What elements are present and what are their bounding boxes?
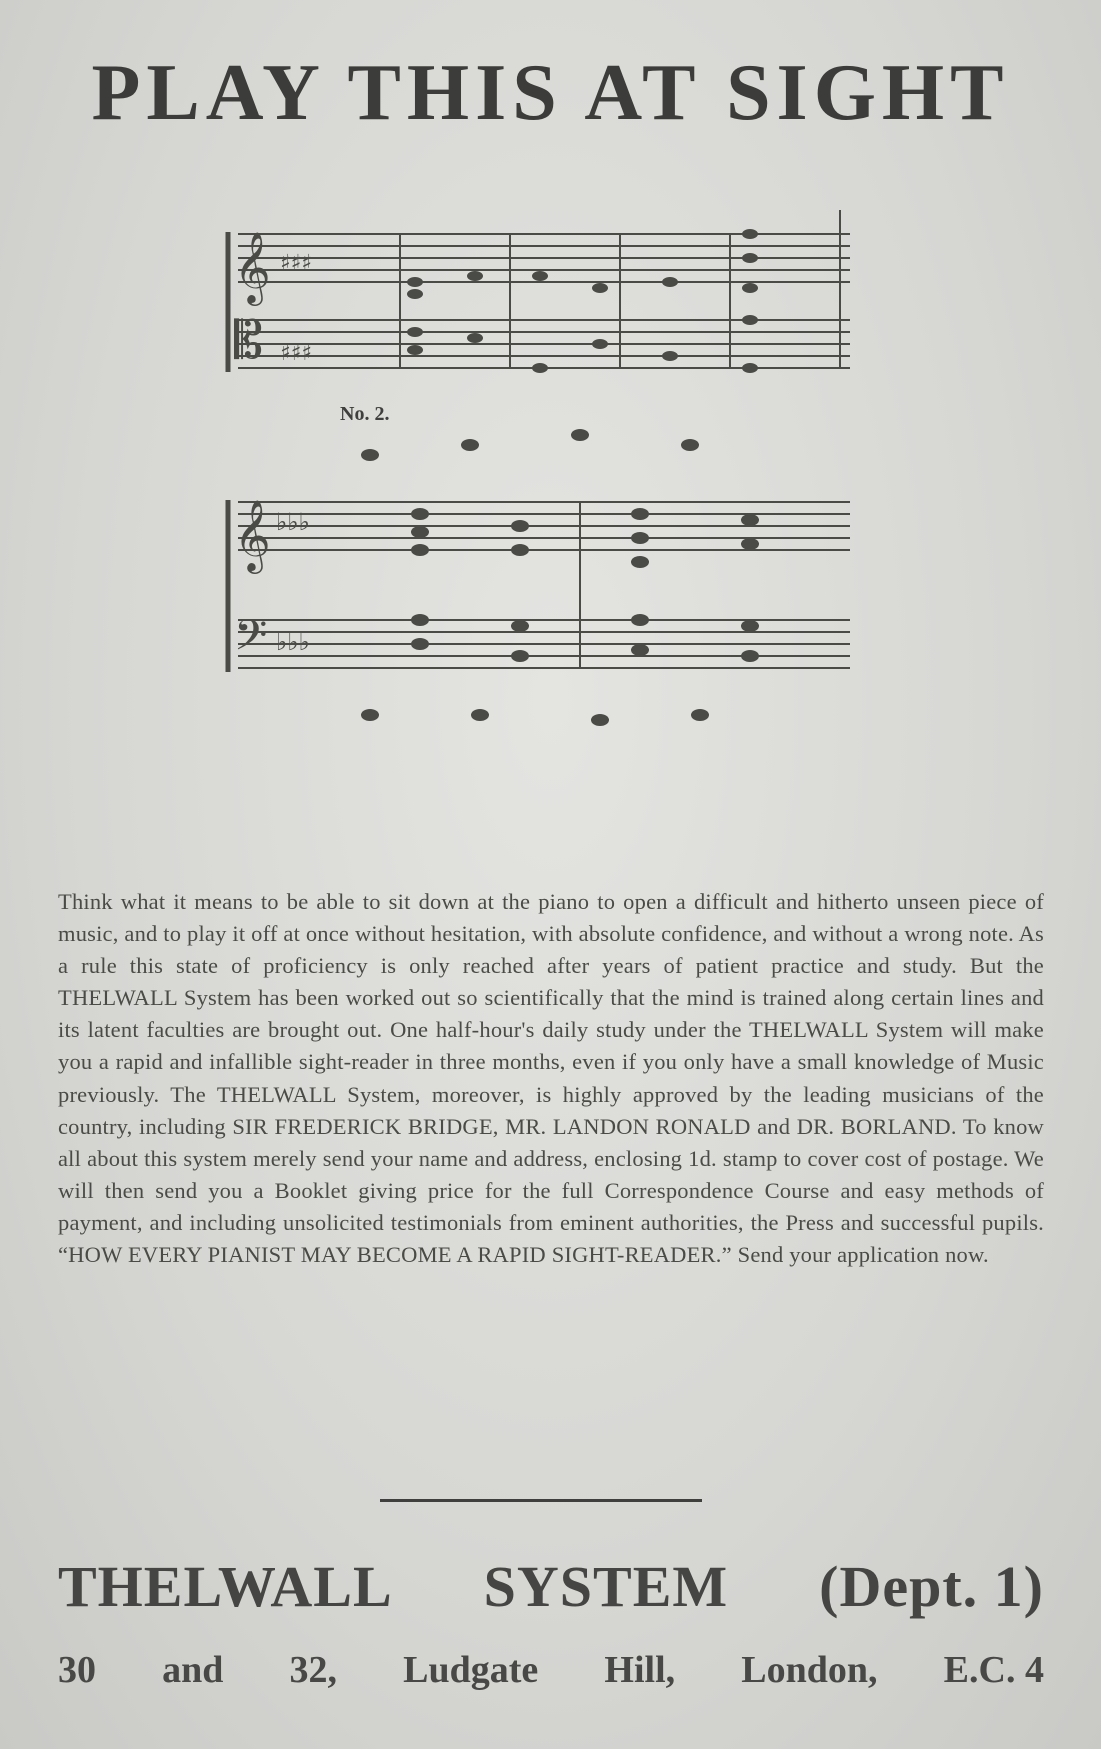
firm-name [58, 1553, 1044, 1620]
address-part-3: 32, [289, 1649, 338, 1691]
svg-text:𝄡: 𝄡 [234, 311, 264, 371]
svg-text:𝄞: 𝄞 [234, 230, 271, 303]
svg-text:♯♯♯: ♯♯♯ [280, 341, 312, 366]
example-label: No. 2. [340, 403, 390, 425]
svg-text:𝄢: 𝄢 [234, 611, 268, 671]
advert-body-text: Think what it means to be able to sit down at the piano to open a difficult and hitherto unseen piece of music, and to play it off at once without hesitation, with absolute confidence, and without a wrong note. As a rule this state of proficiency is only reached after years of patient practice and study. But the THELWALL System has been worked out so scientifically that the mind is trained along certain lines and its latent faculties are brought out. One half-hour's daily study under the THELWALL System will make you a rapid and infallible sight-reader in three months, even if you only have a small knowledge of Music previously. The THELWALL System, moreover, is highly approved by the leading musicians of the country, including SIR FREDERICK BRIDGE, MR. LANDON RONALD and DR. BORLAND. To know all about this system merely send your name and address, enclosing 1d. stamp to cover cost of postage. We will then send you a Booklet giving price for the full Correspondence Course and easy methods of payment, and including unsolicited testimonials from eminent authorities, the Press and successful pupils. “HOW EVERY PIANIST MAY BECOME A RAPID SIGHT-READER.” Send your application now. [58, 889, 1044, 1268]
page-title: PLAY THIS AT SIGHT [91, 49, 1010, 137]
divider-rule [380, 1499, 702, 1502]
address-part-7: E.C. 4 [943, 1649, 1044, 1691]
address-part-2: and [162, 1649, 224, 1691]
system-2 [228, 500, 850, 672]
address-part-4: Ludgate [403, 1649, 539, 1691]
firm-name-word-1: THELWALL [58, 1554, 393, 1619]
music-score-illustration [220, 210, 870, 840]
firm-address [58, 1648, 1044, 1692]
svg-text:𝄞: 𝄞 [234, 498, 271, 571]
address-part-1: 30 [58, 1649, 96, 1691]
svg-text:♯♯♯: ♯♯♯ [280, 251, 312, 276]
svg-text:♭♭♭: ♭♭♭ [276, 508, 310, 536]
address-part-6: London, [741, 1649, 878, 1691]
firm-name-word-2: SYSTEM [483, 1554, 729, 1619]
firm-dept: (Dept. 1) [819, 1554, 1044, 1619]
svg-text:♭♭♭: ♭♭♭ [276, 628, 310, 656]
address-part-5: Hill, [604, 1649, 676, 1691]
